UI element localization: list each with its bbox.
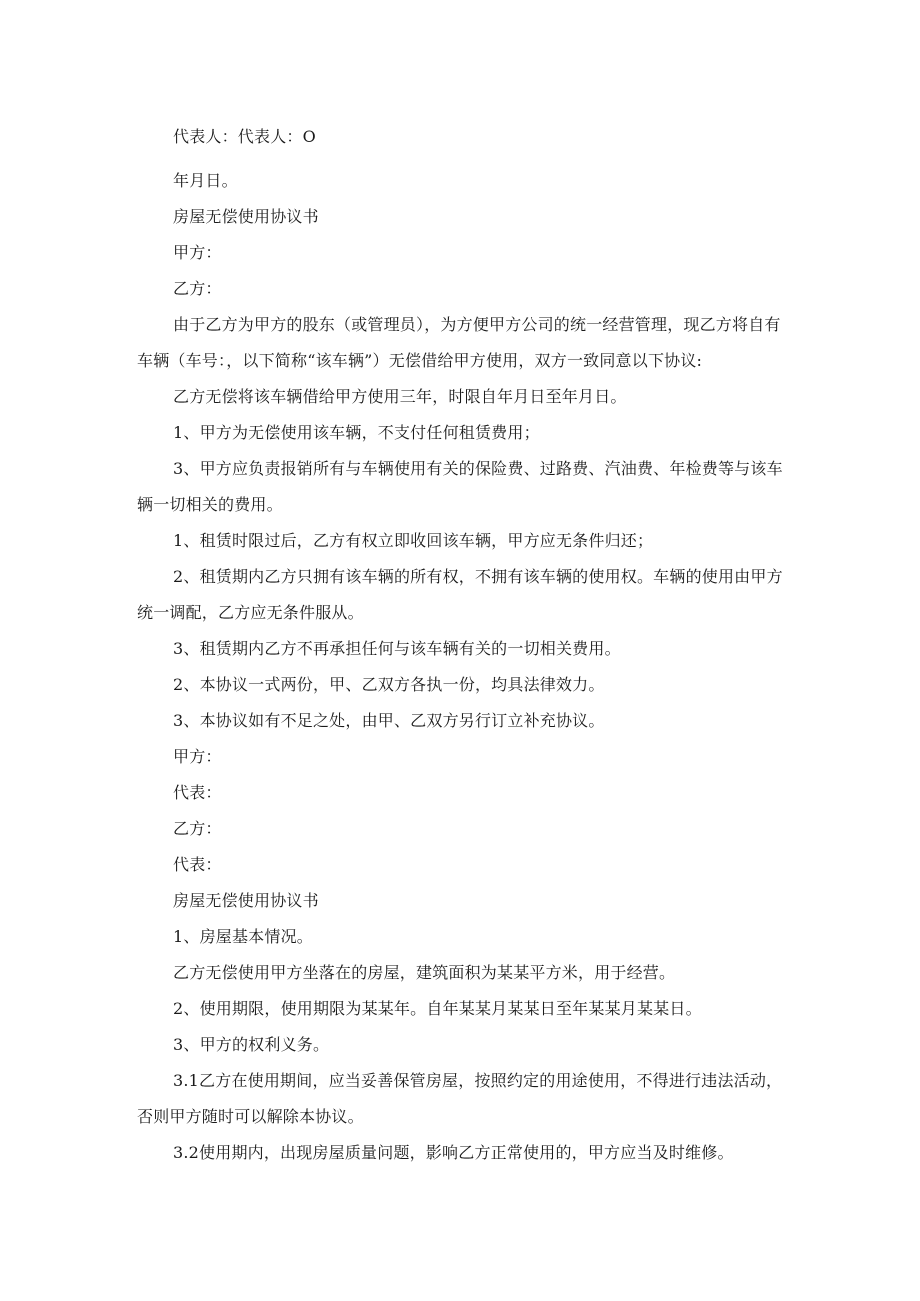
paragraph-no-expenses: 3、租赁期内乙方不再承担任何与该车辆有关的一切相关费用。 xyxy=(173,639,621,658)
agreement-title-2: 房屋无偿使用协议书 xyxy=(173,891,319,910)
party-b-signature-label: 乙方： xyxy=(173,819,222,838)
paragraph-return-vehicle: 1、租赁时限过后，乙方有权立即收回该车辆，甲方应无条件归还； xyxy=(173,531,654,550)
paragraph-house-use: 乙方无偿使用甲方坐落在的房屋，建筑面积为某某平方米，用于经营。 xyxy=(173,963,676,982)
paragraph-copies: 2、本协议一式两份，甲、乙双方各执一份，均具法律效力。 xyxy=(173,675,605,694)
paragraph-rights-obligations: 3、甲方的权利义务。 xyxy=(173,1035,330,1054)
paragraph-vehicle-loan-intro: 由于乙方为甲方的股东（或管理员），为方便甲方公司的统一经营管理，现乙方将自有车辆（车号：，以下简称“该车辆”）无偿借给甲方使用，双方一致同意以下协议: xyxy=(137,315,781,370)
paragraph-3-2: 3.2使用期内，出现房屋质量问题，影响乙方正常使用的，甲方应当及时维修。 xyxy=(173,1143,734,1162)
document-body xyxy=(137,119,783,1171)
paragraph-3-1: 3.1乙方在使用期间，应当妥善保管房屋，按照约定的用途使用，不得进行违法活动，否则甲方随时可以解除本协议。 xyxy=(137,1071,783,1126)
paragraph-ownership: 2、租赁期内乙方只拥有该车辆的所有权，不拥有该车辆的使用权。车辆的使用由甲方统一调配，乙方应无条件服从。 xyxy=(137,567,783,622)
party-b-label-1: 乙方： xyxy=(173,279,222,298)
party-b-representative-label: 代表： xyxy=(173,855,222,874)
party-a-signature-label: 甲方： xyxy=(173,747,222,766)
paragraph-loan-term: 乙方无偿将该车辆借给甲方使用三年，时限自年月日至年月日。 xyxy=(173,387,627,406)
paragraph-expense-reimbursement: 3、甲方应负责报销所有与车辆使用有关的保险费、过路费、汽油费、年检费等与该车辆一切相关的费用。 xyxy=(137,459,783,514)
agreement-title-1: 房屋无偿使用协议书 xyxy=(173,207,319,226)
paragraph-no-rent: 1、甲方为无偿使用该车辆，不支付任何租赁费用； xyxy=(173,423,540,442)
party-a-representative-label: 代表： xyxy=(173,783,222,802)
representative-line: 代表人：代表人：O xyxy=(173,127,316,146)
date-line: 年月日。 xyxy=(173,171,238,190)
paragraph-supplement: 3、本协议如有不足之处，由甲、乙双方另行订立补充协议。 xyxy=(173,711,605,730)
paragraph-house-basic: 1、房屋基本情况。 xyxy=(173,927,313,946)
paragraph-use-period: 2、使用期限，使用期限为某某年。自年某某月某某日至年某某月某某日。 xyxy=(173,999,702,1018)
party-a-label-1: 甲方： xyxy=(173,243,222,262)
